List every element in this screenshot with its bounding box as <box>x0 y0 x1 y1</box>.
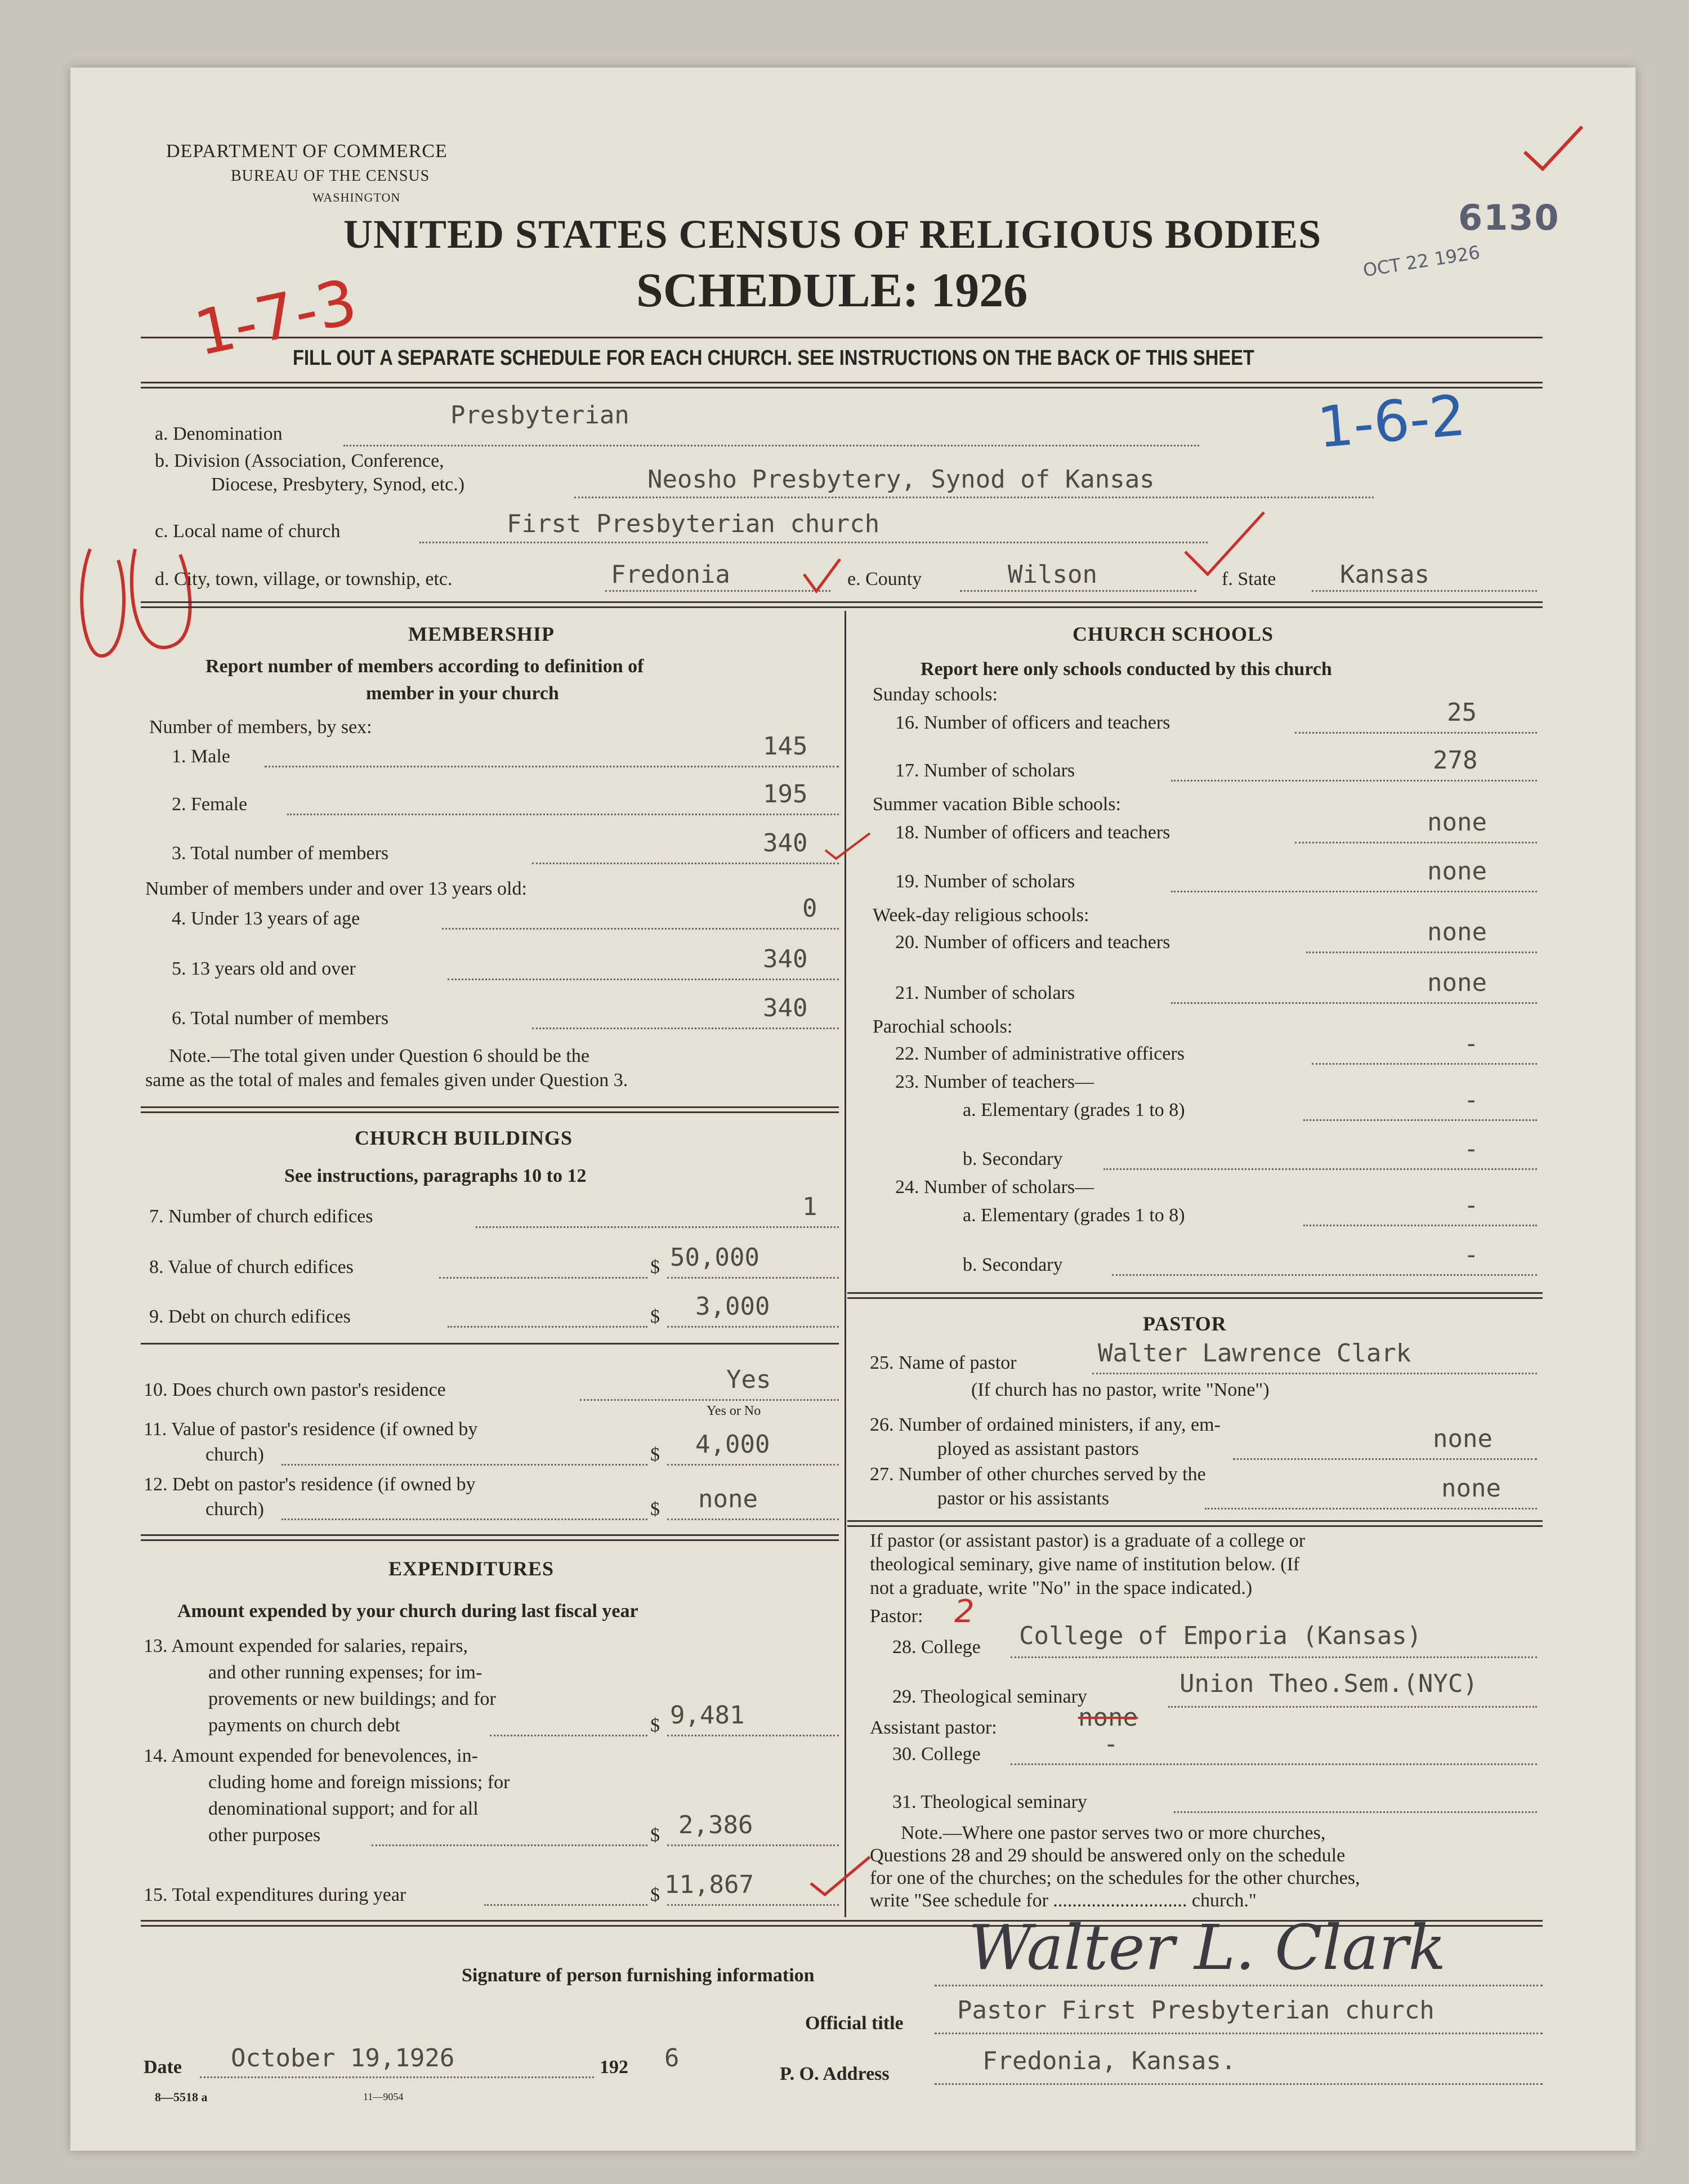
bureau-city: WASHINGTON <box>312 190 401 204</box>
q23b-label: b. Secondary <box>963 1149 1063 1169</box>
division-value: Neosho Presbytery, Synod of Kansas <box>647 465 1155 494</box>
pastor-grad-label: Pastor: <box>870 1606 923 1627</box>
q19-label: 19. Number of scholars <box>895 871 1075 892</box>
q27-label-1: 27. Number of other churches served by the <box>870 1464 1206 1485</box>
received-date-stamp: OCT 22 1926 <box>1361 241 1482 282</box>
pastor-note-4: write "See schedule for ............................ church." <box>870 1890 1257 1911</box>
q14-label-3: denominational support; and for all <box>208 1798 479 1819</box>
q15-total-expenditures-value: 11,867 <box>664 1870 754 1899</box>
signature-label: Signature of person furnishing information <box>462 1965 815 1986</box>
q15-label: 15. Total expenditures during year <box>144 1884 406 1905</box>
denomination-value: Presbyterian <box>450 401 629 430</box>
red-check-city <box>799 555 844 600</box>
q16-value: 25 <box>1447 698 1477 727</box>
grad-note-2: theological seminary, give name of institution below. (If <box>870 1554 1300 1575</box>
blue-code-annotation: 1-6-2 <box>1315 382 1468 461</box>
q1-label: 1. Male <box>172 746 230 767</box>
q21-label: 21. Number of scholars <box>895 982 1075 1003</box>
q4-label: 4. Under 13 years of age <box>172 908 360 929</box>
q26-label-1: 26. Number of ordained ministers, if any, em- <box>870 1414 1221 1435</box>
q12-label-1: 12. Debt on pastor's residence (if owned by <box>144 1474 476 1495</box>
yes-no-hint: Yes or No <box>707 1404 761 1418</box>
q13-label-2: and other running expenses; for im- <box>208 1662 482 1683</box>
expenditures-heading: EXPENDITURES <box>388 1557 555 1580</box>
members-by-age-label: Number of members under and over 13 years old: <box>145 878 527 899</box>
q13-label-1: 13. Amount expended for salaries, repairs, <box>144 1636 468 1656</box>
q20-value: none <box>1427 918 1487 946</box>
bureau-name: BUREAU OF THE CENSUS <box>231 167 430 185</box>
q16-label: 16. Number of officers and teachers <box>895 712 1170 733</box>
denomination-label: a. Denomination <box>155 423 283 444</box>
date-label: Date <box>144 2057 182 2078</box>
q18-value: none <box>1427 808 1487 837</box>
po-address-label: P. O. Address <box>780 2064 890 2084</box>
buildings-heading: CHURCH BUILDINGS <box>355 1127 573 1149</box>
pastor-red-mark: 2 <box>954 1593 975 1630</box>
q25-pastor-name-value: Walter Lawrence Clark <box>1098 1339 1411 1368</box>
city-label: d. City, town, village, or township, etc. <box>155 569 453 589</box>
q2-label: 2. Female <box>172 794 248 815</box>
assistant-pastor-label: Assistant pastor: <box>870 1717 997 1738</box>
membership-note-1: Note.—The total given under Question 6 should be the <box>169 1046 589 1066</box>
q24-label: 24. Number of scholars— <box>895 1177 1094 1198</box>
print-number: 11—9054 <box>363 2091 404 2102</box>
q17-label: 17. Number of scholars <box>895 760 1075 781</box>
county-label: e. County <box>847 569 922 589</box>
q11-label-1: 11. Value of pastor's residence (if owned by <box>144 1419 478 1440</box>
year-prefix: 192 <box>600 2057 628 2078</box>
q18-label: 18. Number of officers and teachers <box>895 822 1170 843</box>
form-number: 8—5518 a <box>155 2090 208 2104</box>
q23b-value: - <box>1464 1135 1479 1163</box>
official-title-value: Pastor First Presbyterian church <box>957 1996 1435 2025</box>
q23a-value: - <box>1464 1086 1479 1114</box>
q25-label: 25. Name of pastor <box>870 1352 1017 1373</box>
q9-label: 9. Debt on church edifices <box>149 1306 351 1327</box>
q11-residence-value: 4,000 <box>695 1430 770 1459</box>
division-label-2: Diocese, Presbytery, Synod, etc.) <box>211 474 465 495</box>
received-number-stamp: 6130 <box>1458 197 1560 238</box>
q9-debt-value: 3,000 <box>695 1292 770 1321</box>
q24b-label: b. Secondary <box>963 1254 1063 1275</box>
schedule-title: SCHEDULE: 1926 <box>636 263 1028 317</box>
po-address-value: Fredonia, Kansas. <box>982 2047 1236 2075</box>
q4-under13-value: 0 <box>802 894 817 923</box>
q5-over13-value: 340 <box>763 945 808 973</box>
q28-label: 28. College <box>892 1637 981 1658</box>
sunday-schools-label: Sunday schools: <box>873 684 998 705</box>
date-value: October 19,1926 <box>231 2044 455 2073</box>
q24a-label: a. Elementary (grades 1 to 8) <box>963 1205 1185 1226</box>
q2-female-value: 195 <box>763 780 808 809</box>
membership-intro-2: member in your church <box>366 683 559 704</box>
red-check-q15 <box>805 1852 873 1897</box>
form-title: UNITED STATES CENSUS OF RELIGIOUS BODIES <box>343 212 1322 257</box>
identity-double-rule <box>141 601 1543 608</box>
pastor-note-1: Note.—Where one pastor serves two or more churches, <box>901 1823 1326 1843</box>
q3-total-value: 340 <box>763 829 808 857</box>
q1-male-value: 145 <box>763 732 808 761</box>
grad-note-3: not a graduate, write "No" in the space indicated.) <box>870 1578 1253 1598</box>
q14-label-1: 14. Amount expended for benevolences, in- <box>144 1745 478 1766</box>
schools-heading: CHURCH SCHOOLS <box>1073 623 1274 645</box>
q6-label: 6. Total number of members <box>172 1008 389 1029</box>
q8-label: 8. Value of church edifices <box>149 1257 354 1278</box>
q5-label: 5. 13 years old and over <box>172 958 356 979</box>
q10-residence-value: Yes <box>726 1365 771 1394</box>
weekday-schools-label: Week-day religious schools: <box>873 905 1089 926</box>
q24b-value: - <box>1464 1240 1479 1269</box>
q17-value: 278 <box>1433 746 1478 775</box>
year-suffix: 6 <box>664 2044 680 2073</box>
q8-value-edifices: 50,000 <box>670 1243 759 1272</box>
column-divider <box>844 611 846 1917</box>
q23a-label: a. Elementary (grades 1 to 8) <box>963 1100 1185 1120</box>
q25-note: (If church has no pastor, write "None") <box>971 1379 1270 1400</box>
q13-label-4: payments on church debt <box>208 1715 400 1736</box>
q21-value: none <box>1427 968 1487 997</box>
q30-label: 30. College <box>892 1744 981 1765</box>
membership-note-2: same as the total of males and females given under Question 3. <box>145 1070 628 1091</box>
grad-note-1: If pastor (or assistant pastor) is a graduate of a college or <box>870 1530 1306 1551</box>
city-value: Fredonia <box>611 560 730 589</box>
q27-value: none <box>1441 1474 1501 1503</box>
q14-label-2: cluding home and foreign missions; for <box>208 1772 510 1793</box>
dept-name: DEPARTMENT OF COMMERCE <box>166 141 448 162</box>
q10-label: 10. Does church own pastor's residence <box>144 1379 446 1400</box>
membership-heading: MEMBERSHIP <box>408 623 555 645</box>
local-name-label: c. Local name of church <box>155 521 341 542</box>
q22-value: - <box>1464 1029 1479 1058</box>
q14-benevolences-value: 2,386 <box>678 1811 753 1839</box>
assistant-pastor-value: none <box>1078 1703 1138 1732</box>
q3-label: 3. Total number of members <box>172 843 389 864</box>
q7-label: 7. Number of church edifices <box>149 1206 373 1227</box>
q29-seminary-value: Union Theo.Sem.(NYC) <box>1179 1669 1478 1698</box>
q13-running-expenses-value: 9,481 <box>670 1701 745 1730</box>
q12-label-2: church) <box>205 1499 264 1520</box>
county-value: Wilson <box>1008 560 1097 589</box>
q11-label-2: church) <box>205 1444 264 1465</box>
q12-residence-debt-value: none <box>698 1485 758 1513</box>
red-check-q3 <box>822 828 873 861</box>
red-checkmark <box>1520 121 1588 177</box>
q24a-value: - <box>1464 1191 1479 1220</box>
red-code-annotation: 1-7-3 <box>188 265 363 370</box>
q23-label: 23. Number of teachers— <box>895 1071 1094 1092</box>
q26-value: none <box>1433 1424 1493 1453</box>
q28-college-value: College of Emporia (Kansas) <box>1019 1622 1422 1650</box>
q20-label: 20. Number of officers and teachers <box>895 932 1170 953</box>
buildings-sub: See instructions, paragraphs 10 to 12 <box>284 1165 587 1186</box>
q22-label: 22. Number of administrative officers <box>895 1043 1185 1064</box>
pastor-note-3: for one of the churches; on the schedules for the other churches, <box>870 1868 1360 1888</box>
q14-label-4: other purposes <box>208 1825 321 1846</box>
state-label: f. State <box>1222 569 1276 589</box>
q6-total-value: 340 <box>763 994 808 1022</box>
division-label-1: b. Division (Association, Conference, <box>155 450 444 471</box>
q7-edifices-value: 1 <box>802 1193 817 1221</box>
q30-value: - <box>1103 1730 1119 1758</box>
q27-label-2: pastor or his assistants <box>937 1488 1110 1509</box>
summer-schools-label: Summer vacation Bible schools: <box>873 794 1121 815</box>
q19-value: none <box>1427 857 1487 886</box>
q29-label: 29. Theological seminary <box>892 1686 1087 1707</box>
signature: Walter L. Clark <box>968 1911 1446 1984</box>
parochial-schools-label: Parochial schools: <box>873 1016 1013 1037</box>
state-value: Kansas <box>1340 560 1429 589</box>
members-by-sex-label: Number of members, by sex: <box>149 717 372 738</box>
local-name-value: First Presbyterian church <box>507 510 880 538</box>
pastor-note-2: Questions 28 and 29 should be answered only on the schedule <box>870 1845 1346 1866</box>
q13-label-3: provements or new buildings; and for <box>208 1689 496 1709</box>
official-title-label: Official title <box>805 2013 904 2034</box>
membership-intro-1: Report number of members according to definition of <box>205 656 644 677</box>
q31-label: 31. Theological seminary <box>892 1792 1087 1812</box>
q26-label-2: ployed as assistant pastors <box>937 1439 1139 1459</box>
pastor-heading: PASTOR <box>1143 1312 1227 1335</box>
schools-sub: Report here only schools conducted by this church <box>921 659 1332 680</box>
header-double-rule <box>141 382 1543 388</box>
expenditures-sub: Amount expended by your church during last fiscal year <box>177 1601 638 1622</box>
red-check-county <box>1179 507 1270 580</box>
instruction-line: FILL OUT A SEPARATE SCHEDULE FOR EACH CHURCH. SEE INSTRUCTIONS ON THE BACK OF THIS SHEET <box>293 346 1254 370</box>
